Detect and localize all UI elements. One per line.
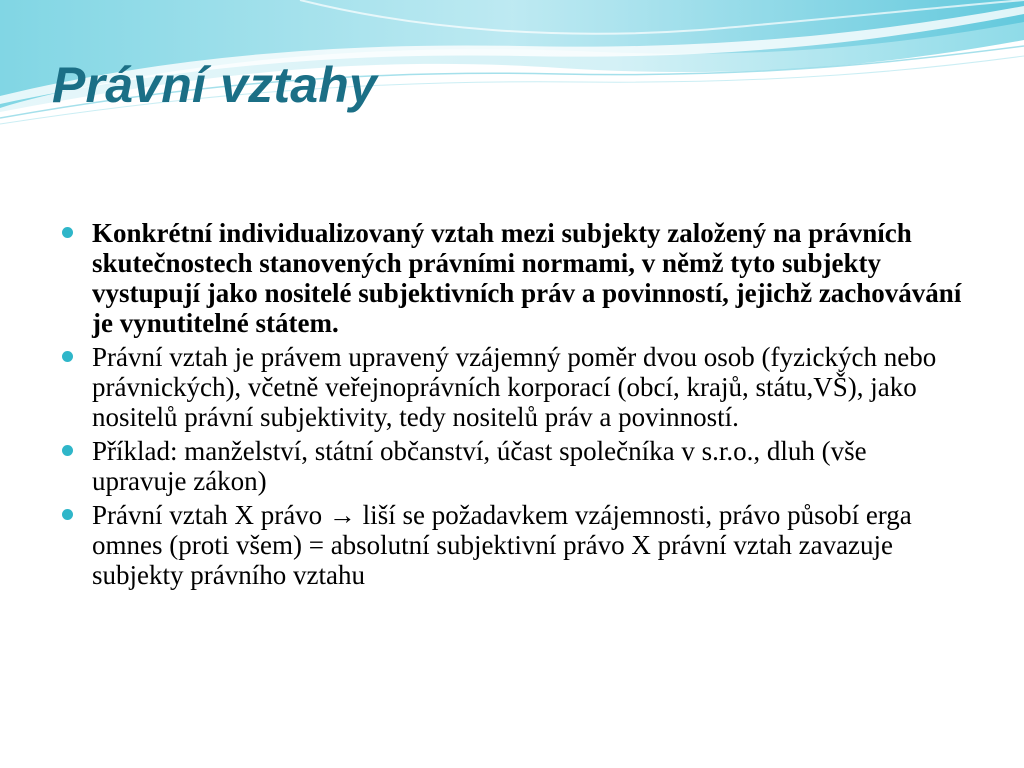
- bullet-item: [62, 342, 962, 432]
- bullet-text: Konkrétní individualizovaný vztah mezi subjekty založený na právních skutečnostech stanovených právními normami, v němž tyto subjekty vystupují jako nositelé subjektivních práv a povinností, jejichž zachovávání je vynutitelné státem.: [92, 218, 962, 338]
- slide-content: [62, 218, 962, 594]
- slide-title: Právní vztahy: [52, 57, 377, 113]
- bullet-item: [62, 218, 962, 338]
- bullet-dot-icon: [62, 445, 73, 456]
- bullet-dot-icon: [62, 351, 73, 362]
- bullet-text: Právní vztah X právo → liší se požadavkem vzájemnosti, právo působí erga omnes (proti všem) = absolutní subjektivní právo X právní vztah zavazuje subjekty právního vztahu: [92, 500, 912, 590]
- bullet-dot-icon: [62, 227, 73, 238]
- bullet-text: Příklad: manželství, státní občanství, účast společníka v s.r.o., dluh (vše upravuje zákon): [92, 436, 867, 496]
- bullet-text: Právní vztah je právem upravený vzájemný poměr dvou osob (fyzických nebo právnických), včetně veřejnoprávních korporací (obcí, krajů, státu,VŠ), jako nositelů právní subjektivity, tedy nositelů práv a povinností.: [92, 342, 937, 432]
- bullet-item: [62, 500, 962, 590]
- bullet-item: [62, 436, 962, 496]
- bullet-list: [62, 218, 962, 590]
- bullet-dot-icon: [62, 509, 73, 520]
